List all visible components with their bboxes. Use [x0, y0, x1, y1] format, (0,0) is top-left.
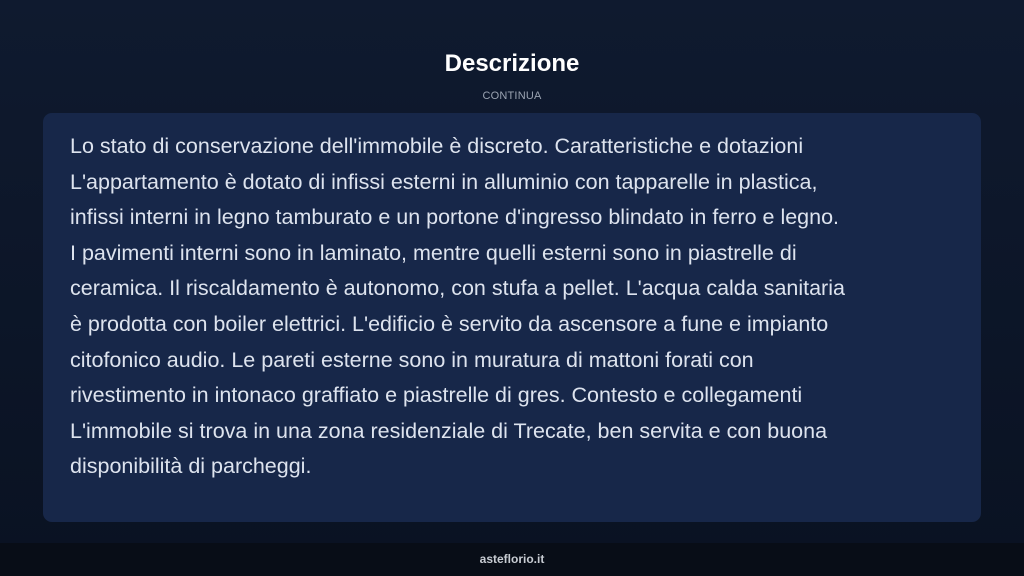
description-line: L'immobile si trova in una zona residenziale di Trecate, ben servita e con buona — [70, 418, 828, 443]
description-text — [70, 129, 954, 485]
footer-brand-text: asteflorio.it — [479, 552, 545, 566]
description-line: è prodotta con boiler elettrici. L'edificio è servito da ascensore a fune e impianto — [70, 311, 829, 336]
continue-link[interactable]: CONTINUA — [482, 90, 542, 102]
description-line: infissi interni in legno tamburato e un portone d'ingresso blindato in ferro e legno. — [70, 205, 840, 230]
description-line: citofonico audio. Le pareti esterne sono in muratura di mattoni forati con — [70, 347, 754, 372]
footer-bar — [0, 543, 1024, 576]
description-line: Lo stato di conservazione dell'immobile è discreto. Caratteristiche e dotazioni — [70, 134, 804, 158]
description-line: rivestimento in intonaco graffiato e piastrelle di gres. Contesto e collegamenti — [70, 383, 803, 408]
description-line: L'appartamento è dotato di infissi esterni in alluminio con tapparelle in plastica, — [70, 169, 818, 194]
page-title: Descrizione — [444, 50, 580, 77]
description-line: disponibilità di parcheggi. — [70, 454, 312, 479]
description-line: I pavimenti interni sono in laminato, mentre quelli esterni sono in piastrelle di — [70, 240, 797, 265]
description-card — [43, 113, 981, 522]
description-line: ceramica. Il riscaldamento è autonomo, con stufa a pellet. L'acqua calda sanitaria — [70, 276, 845, 301]
